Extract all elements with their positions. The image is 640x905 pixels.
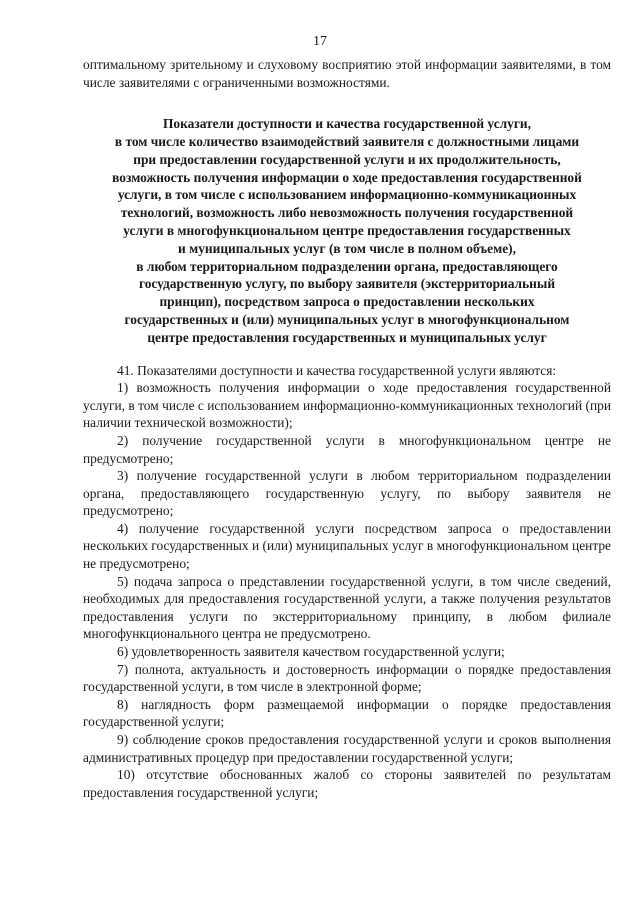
list-item: 7) полнота, актуальность и достоверность информации о порядке предоставления государственной услуги, в том числе в электронной форме; <box>83 661 611 695</box>
list-item: 2) получение государственной услуги в многофункциональном центре не предусмотрено; <box>83 432 611 466</box>
list-item: 10) отсутствие обоснованных жалоб со стороны заявителей по результатам предоставления государственной услуги; <box>83 767 611 800</box>
list-item: 1) возможность получения информации о ходе предоставления государственной услуги, в том числе с использованием информационно-коммуникационных технологий (при наличии технической возможности); <box>83 380 611 431</box>
heading-line: услуги в многофункциональном центре предоставления государственных <box>123 222 571 238</box>
list-item: 4) получение государственной услуги посредством запроса о предоставлении нескольких государственных и (или) муниципальных услуг в многофункциональном центре не предусмотрено; <box>83 520 611 572</box>
heading-line: в том числе количество взаимодействий заявителя с должностными лицами <box>114 133 580 149</box>
intro-paragraph: оптимальному зрительному и слуховому восприятию этой информации заявителями, в том числе заявителями с ограниченными возможностями. <box>83 57 611 90</box>
list-item: 8) наглядность форм размещаемой информации о порядке предоставления государственной услуги; <box>83 696 611 730</box>
heading-line: и муниципальных услуг (в том числе в полном объеме), <box>178 240 516 256</box>
page-number: 17 <box>313 34 327 49</box>
heading-line: принцип), посредством запроса о предоставлении нескольких <box>159 294 535 310</box>
heading-line: государственную услугу, по выбору заявителя (экстерриториальный <box>138 276 556 292</box>
list-item: 6) удовлетворенность заявителя качеством государственной услуги; <box>117 644 505 660</box>
heading-line: Показатели доступности и качества государственной услуги, <box>163 116 531 132</box>
clause-41: 41. Показателями доступности и качества государственной услуги являются: <box>117 362 557 378</box>
list-item: 9) соблюдение сроков предоставления государственной услуги и сроков выполнения административных процедур при предоставлении государственной услуги; <box>83 732 611 765</box>
heading-line: центре предоставления государственных и муниципальных услуг <box>147 329 547 345</box>
heading-line: технологий, возможность либо невозможность получения государственной <box>120 205 574 221</box>
heading-line: услуги, в том числе с использованием информационно-коммуникационных <box>117 187 577 203</box>
list-item: 3) получение государственной услуги в любом территориальном подразделении органа, предоставляющего государственную услугу, по выбору заявителя не предусмотрено; <box>83 468 611 519</box>
document-body <box>83 56 611 801</box>
section-heading <box>83 115 611 346</box>
heading-line: государственных и (или) муниципальных услуг в многофункциональном <box>124 311 570 327</box>
heading-line: возможность получения информации о ходе предоставления государственной <box>112 169 582 185</box>
heading-line: при предоставлении государственной услуги и их продолжительность, <box>133 151 561 167</box>
list-item: 5) подача запроса о представлении государственной услуги, в том числе сведений, необходимых для предоставления государственной услуги, а также получения результатов предоставления услуги по экстерриториальному принципу, в любом филиале многофункционального центра не предусмотрено. <box>83 573 611 642</box>
heading-line: в любом территориальном подразделении органа, предоставляющего <box>136 258 558 274</box>
